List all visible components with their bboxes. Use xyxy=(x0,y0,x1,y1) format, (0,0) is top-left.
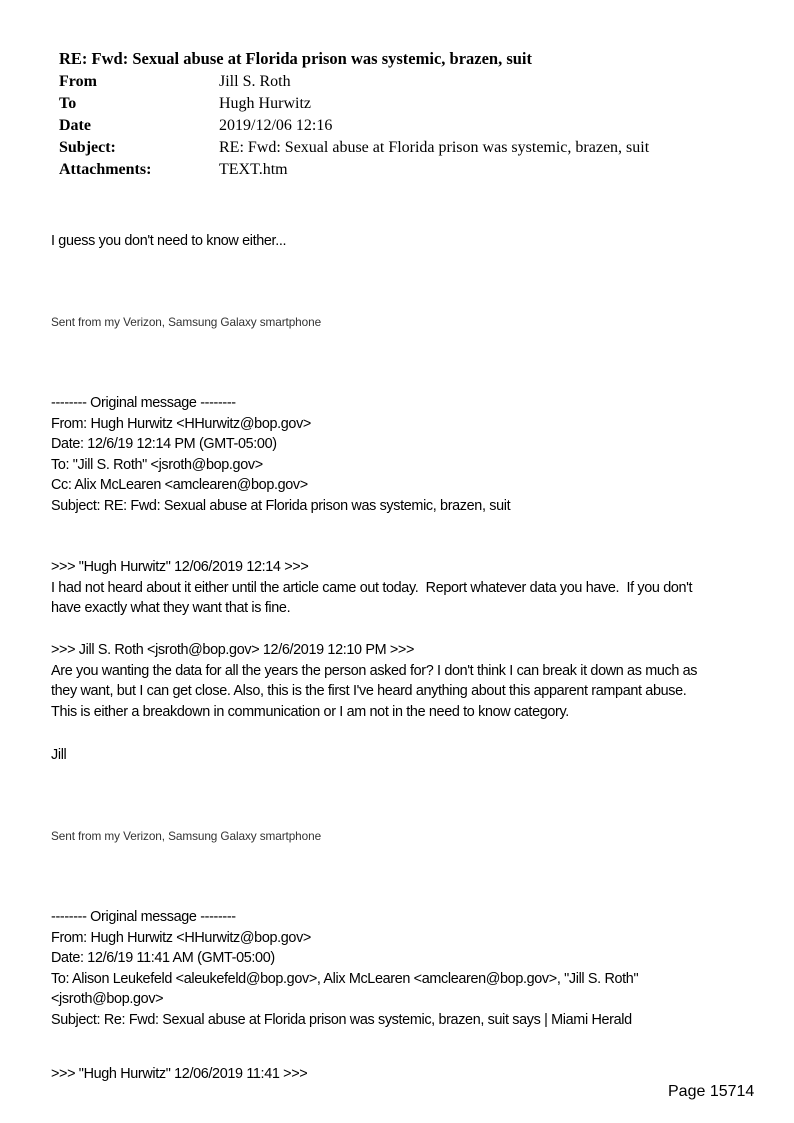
email-title: RE: Fwd: Sexual abuse at Florida prison was systemic, brazen, suit xyxy=(59,49,533,68)
signoff xyxy=(51,745,761,766)
cutoff-text: >>> "Hugh Hurwitz" 12/06/2019 11:41 >>> xyxy=(51,1066,308,1082)
page-number: Page 15714 xyxy=(668,1083,755,1100)
orig2-to-line-2: <jsroth@bop.gov> xyxy=(51,991,164,1007)
header-row-to xyxy=(55,93,673,115)
orig1-to: To: "Jill S. Roth" <jsroth@bop.gov> xyxy=(51,456,263,473)
quoted-message-1 xyxy=(51,557,761,619)
to-label: To xyxy=(59,95,77,112)
quote2-line-2: they want, but I can get close. Also, this is the first I've heard anything about this apparent rampant abuse. xyxy=(51,683,687,699)
orig1-subject: Subject: RE: Fwd: Sexual abuse at Florida prison was systemic, brazen, suit xyxy=(51,497,511,514)
signoff-text: Jill xyxy=(51,747,67,763)
quote2-line-1: Are you wanting the data for all the years the person asked for? I don't think I can break it down as much as xyxy=(51,662,698,679)
from-label: From xyxy=(59,73,97,90)
orig2-from: From: Hugh Hurwitz <HHurwitz@bop.gov> xyxy=(51,929,311,946)
to-value: Hugh Hurwitz xyxy=(219,95,311,112)
date-value: 2019/12/06 12:16 xyxy=(219,117,333,134)
orig1-date: Date: 12/6/19 12:14 PM (GMT-05:00) xyxy=(51,436,277,452)
quote1-line-1: I had not heard about it either until the article came out today. Report whatever data you have. If you don't xyxy=(51,579,693,596)
cutoff-line xyxy=(51,1066,411,1085)
opening-text: I guess you don't need to know either... xyxy=(51,233,287,249)
orig2-to-line-1: To: Alison Leukefeld <aleukefeld@bop.gov>, Alix McLearen <amclearen@bop.gov>, "Jill S. Roth" xyxy=(51,970,639,987)
signature-2 xyxy=(51,826,761,847)
orig2-date: Date: 12/6/19 11:41 AM (GMT-05:00) xyxy=(51,950,275,966)
attachments-label: Attachments: xyxy=(59,161,152,178)
signature-1 xyxy=(51,312,761,333)
original-message-1 xyxy=(51,393,761,516)
orig1-from: From: Hugh Hurwitz <HHurwitz@bop.gov> xyxy=(51,415,311,432)
original-message-separator-2: -------- Original message -------- xyxy=(51,909,236,925)
orig1-cc: Cc: Alix McLearen <amclearen@bop.gov> xyxy=(51,477,308,493)
subject-label: Subject: xyxy=(59,139,116,156)
quoted-message-2 xyxy=(51,640,761,722)
signature-2-text: Sent from my Verizon, Samsung Galaxy smartphone xyxy=(51,829,322,843)
header-row-date xyxy=(55,115,673,137)
header-row-subject xyxy=(55,137,673,159)
subject-value: RE: Fwd: Sexual abuse at Florida prison was systemic, brazen, suit xyxy=(219,139,650,156)
signature-1-text: Sent from my Verizon, Samsung Galaxy smartphone xyxy=(51,315,322,329)
email-header-table xyxy=(55,71,673,181)
original-message-separator: -------- Original message -------- xyxy=(51,395,236,411)
header-row-attachments xyxy=(55,159,673,181)
original-message-2 xyxy=(51,907,761,1030)
date-label: Date xyxy=(59,117,91,134)
quote2-line-3: This is either a breakdown in communication or I am not in the need to know category. xyxy=(51,703,569,720)
attachments-value: TEXT.htm xyxy=(219,161,288,178)
opening-line xyxy=(51,231,761,252)
from-value: Jill S. Roth xyxy=(219,73,291,90)
quote1-line-2: have exactly what they want that is fine. xyxy=(51,600,291,616)
orig2-subject: Subject: Re: Fwd: Sexual abuse at Florida prison was systemic, brazen, suit says | Miami Herald xyxy=(51,1011,632,1028)
quote1-header: >>> "Hugh Hurwitz" 12/06/2019 12:14 >>> xyxy=(51,559,309,575)
quote2-header: >>> Jill S. Roth <jsroth@bop.gov> 12/6/2019 12:10 PM >>> xyxy=(51,642,415,658)
header-row-from xyxy=(55,71,673,93)
